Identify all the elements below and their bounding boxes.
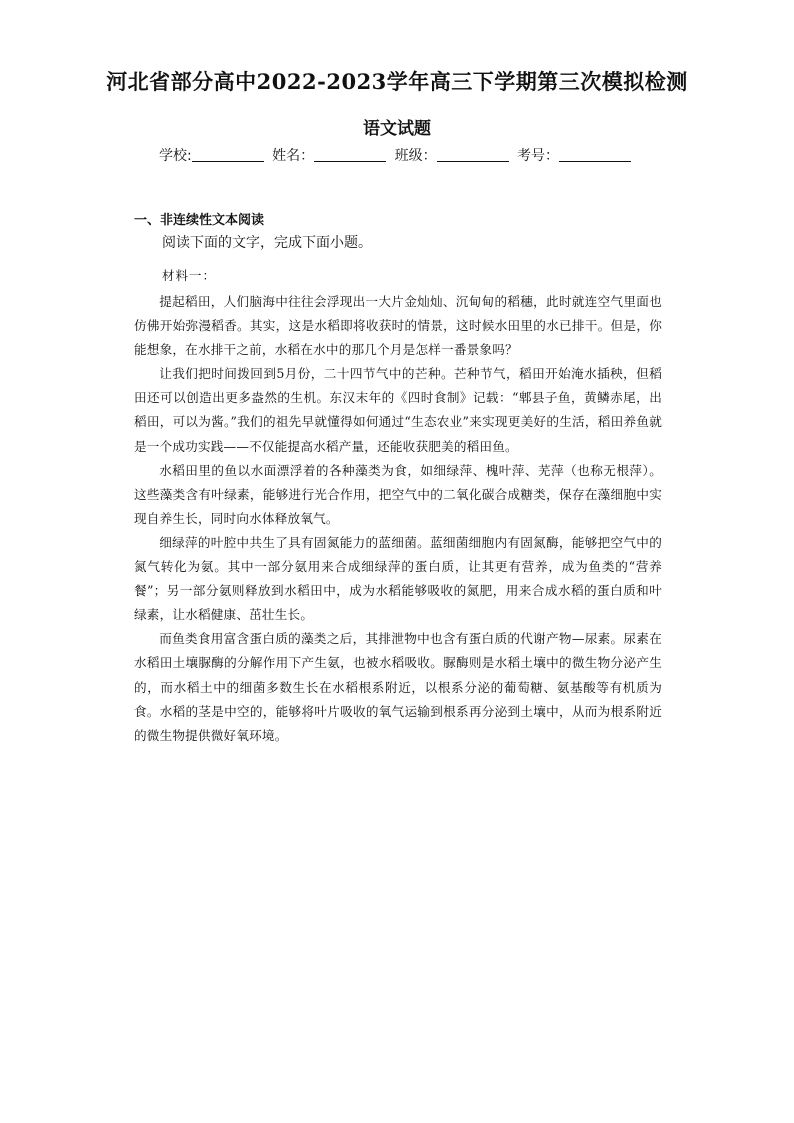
- paragraph: 提起稻田，人们脑海中往往会浮现出一大片金灿灿、沉甸甸的稻穗，此时就连空气里面也仿佛开始弥漫稻香。其实，这是水稻即将收获时的情景，这时候水田里的水已排干。但是，你能想象，在水排干之前，水稻在水中的那几个月是怎样一番景象吗？: [134, 294, 662, 358]
- exam-no-label: 考号：: [517, 148, 560, 164]
- document-title: 河北省部分高中2022-2023学年高三下学期第三次模拟检测: [106, 69, 688, 94]
- paragraph: 让我们把时间拨回到5月份，二十四节气中的芒种。芒种节气，稻田开始淹水插秧，但稻田还可以创造出更多盎然的生机。东汉末年的《四时食制》记载：“郫县子鱼，黄鳞赤尾，出稻田，可以为酱。”我们的祖先早就懂得如何通过“生态农业”来实现更美好的生活，稻田养鱼就是一个成功实践——不仅能提高水稻产量，还能收获肥美的稻田鱼。: [134, 366, 662, 454]
- document-subtitle: 语文试题: [363, 119, 431, 139]
- name-label: 姓名：: [272, 148, 315, 164]
- paragraph: 而鱼类食用富含蛋白质的藻类之后，其排泄物中也含有蛋白质的代谢产物—尿素。尿素在水稻田土壤脲酶的分解作用下产生氨，也被水稻吸收。脲酶则是水稻土壤中的微生物分泌产生的，而水稻土中的细菌多数生长在水稻根系附近，以根系分泌的葡萄糖、氨基酸等有机质为食。水稻的茎是中空的，能够将叶片吸收的氧气运输到根系再分泌到土壤中，从而为根系附近的微生物提供微好氧环境。: [134, 631, 662, 743]
- instruction-text: 阅读下面的文字，完成下面小题。: [162, 235, 372, 251]
- paragraph: 细绿萍的叶腔中共生了具有固氮能力的蓝细菌。蓝细菌细胞内有固氮酶，能够把空气中的氮气转化为氨。其中一部分氨用来合成细绿萍的蛋白质，让其更有营养，成为鱼类的“营养餐”；另一部分氨则释放到水稻田中，成为水稻能够吸收的氮肥，用来合成水稻的蛋白质和叶绿素，让水稻健康、茁壮生长。: [134, 534, 662, 623]
- paragraph: 水稻田里的鱼以水面漂浮着的各种藻类为食，如细绿萍、槐叶萍、芜萍（也称无根萍）。这些藻类含有叶绿素，能够进行光合作用，把空气中的二氧化碳合成糖类，保存在藻细胞中实现自养生长，同时向水体释放氧气。: [134, 462, 662, 526]
- name-blank: [314, 147, 386, 162]
- class-blank: [437, 147, 509, 162]
- class-label: 班级：: [394, 148, 437, 164]
- exam-no-blank: [559, 147, 631, 162]
- student-info-line: [0, 145, 794, 165]
- material-body: [134, 290, 662, 748]
- school-label: 学校:: [158, 148, 192, 164]
- school-blank: [192, 147, 264, 162]
- material-label: 材料一：: [162, 268, 217, 283]
- section-heading: 一、非连续性文本阅读: [134, 213, 265, 228]
